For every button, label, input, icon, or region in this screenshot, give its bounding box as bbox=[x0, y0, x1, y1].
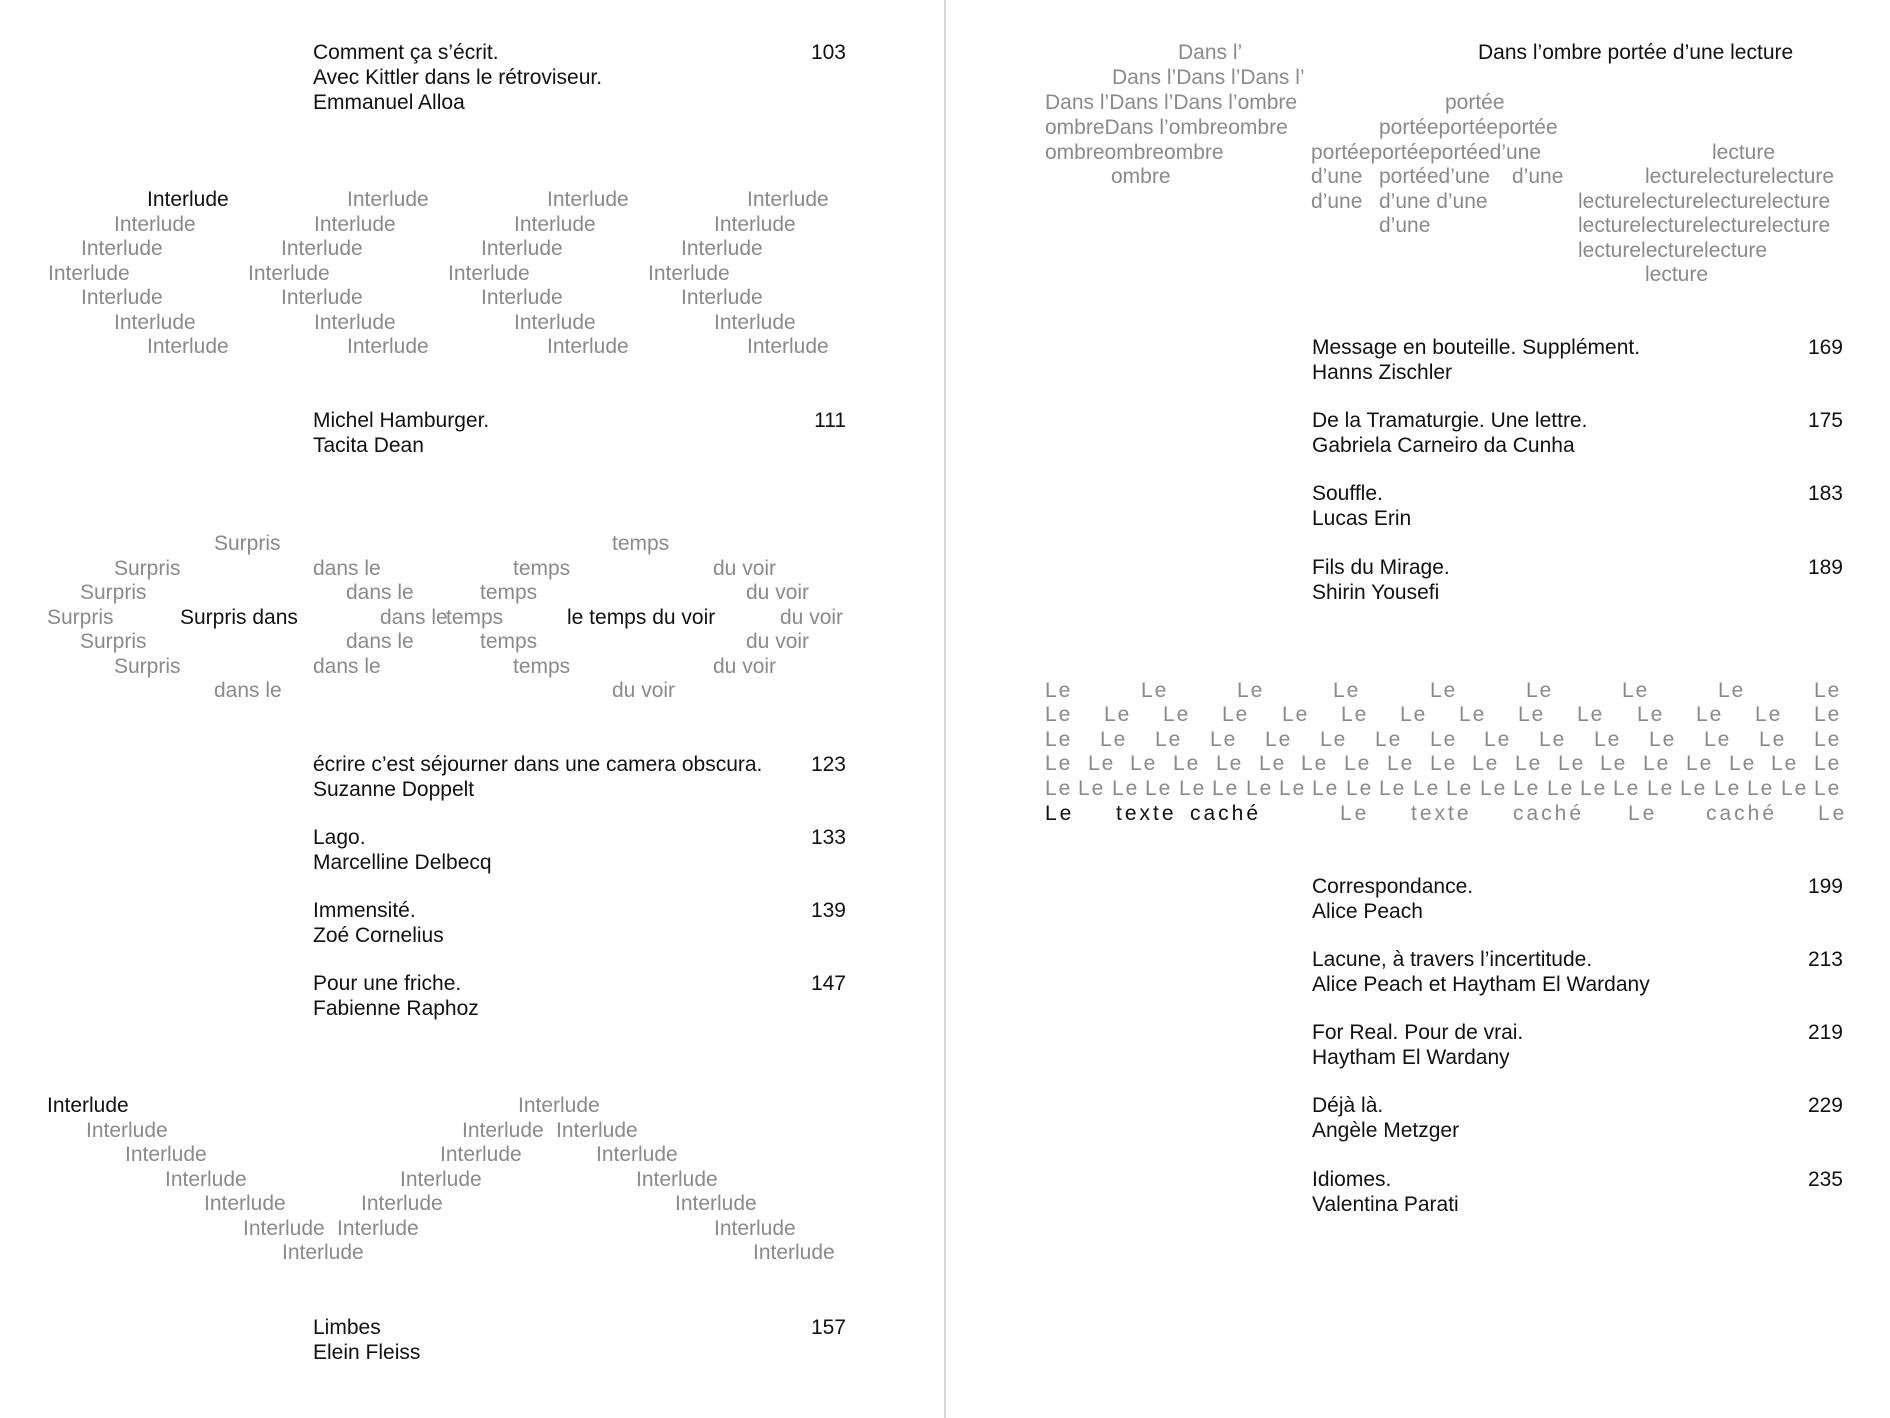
pattern-word: Interlude bbox=[547, 335, 629, 358]
pattern-word: Le bbox=[1814, 728, 1842, 751]
pattern-line: portéeportéeportéed’une bbox=[1311, 141, 1542, 164]
toc-title: Lago. bbox=[313, 826, 366, 849]
toc-title: For Real. Pour de vrai. bbox=[1312, 1021, 1524, 1044]
pattern-line: d’une bbox=[1512, 165, 1564, 188]
pattern-word: dans le bbox=[214, 679, 282, 702]
toc-page-number: 147 bbox=[810, 972, 846, 995]
toc-page-number: 133 bbox=[810, 826, 846, 849]
pattern-word: Le bbox=[1104, 703, 1132, 726]
pattern-word: Le bbox=[1282, 703, 1310, 726]
pattern-word: du voir bbox=[746, 630, 810, 653]
toc-title: Message en bouteille. Supplément. bbox=[1312, 336, 1641, 359]
pattern-word: Le bbox=[1613, 777, 1641, 800]
pattern-word: du voir bbox=[713, 557, 777, 580]
toc-title: Souffle. bbox=[1312, 482, 1383, 505]
pattern-word: Le bbox=[1413, 777, 1441, 800]
pattern-word: Interlude bbox=[514, 213, 596, 236]
pattern-line: Dans l’Dans l’Dans l’ombre bbox=[1045, 91, 1298, 114]
pattern-word: Le bbox=[1045, 703, 1073, 726]
pattern-word: Le bbox=[1301, 752, 1329, 775]
pattern-word: Le bbox=[1649, 728, 1677, 751]
pattern-word: Interlude bbox=[481, 237, 563, 260]
pattern-word: Interlude bbox=[681, 286, 763, 309]
pattern-line: Dans l’Dans l’Dans l’ bbox=[1112, 66, 1305, 89]
pattern-word: Le bbox=[1210, 728, 1238, 751]
pattern-word: Le bbox=[1100, 728, 1128, 751]
pattern-word: Le bbox=[1622, 679, 1650, 702]
toc-page-number: 199 bbox=[1807, 875, 1843, 898]
pattern-word: Le bbox=[1212, 777, 1240, 800]
toc-page-number: 169 bbox=[1807, 336, 1843, 359]
toc-author: Marcelline Delbecq bbox=[313, 851, 492, 874]
toc-title: Lacune, à travers l’incertitude. bbox=[1312, 948, 1593, 971]
pattern-line: ombreDans l’ombreombre bbox=[1045, 116, 1288, 139]
pattern-word: Interlude bbox=[518, 1094, 600, 1117]
toc-title: Comment ça s’écrit. bbox=[313, 41, 499, 64]
pattern-word: Interlude bbox=[147, 188, 229, 211]
pattern-word: Le bbox=[1539, 728, 1567, 751]
pattern-word: Le bbox=[1045, 777, 1073, 800]
pattern-word: le temps du voir bbox=[567, 606, 716, 629]
pattern-word: caché bbox=[1190, 802, 1262, 825]
pattern-word: Le bbox=[1814, 703, 1842, 726]
pattern-word: Le bbox=[1379, 777, 1407, 800]
pattern-word: Interlude bbox=[47, 1094, 129, 1117]
pattern-word: dans le bbox=[313, 655, 381, 678]
pattern-word: Interlude bbox=[753, 1241, 835, 1264]
toc-author: Angèle Metzger bbox=[1312, 1119, 1460, 1142]
pattern-word: texte bbox=[1411, 802, 1472, 825]
pattern-word: Le bbox=[1141, 679, 1169, 702]
pattern-word: Interlude bbox=[556, 1119, 638, 1142]
toc-author: Alice Peach bbox=[1312, 900, 1423, 923]
toc-page-number: 139 bbox=[810, 899, 846, 922]
pattern-word: Interlude bbox=[114, 311, 196, 334]
pattern-word: Interlude bbox=[648, 262, 730, 285]
pattern-word: Le bbox=[1594, 728, 1622, 751]
pattern-word: Le bbox=[1526, 679, 1554, 702]
pattern-word: Interlude bbox=[681, 237, 763, 260]
pattern-word: Le bbox=[1222, 703, 1250, 726]
pattern-word: Le bbox=[1643, 752, 1671, 775]
pattern-word: Interlude bbox=[714, 311, 796, 334]
pattern-word: Interlude bbox=[81, 286, 163, 309]
pattern-line: ombreombreombre bbox=[1045, 141, 1224, 164]
pattern-word: Le bbox=[1265, 728, 1293, 751]
pattern-line: portéeportéeportée bbox=[1379, 116, 1558, 139]
pattern-word: Interlude bbox=[114, 213, 196, 236]
pattern-word: Interlude bbox=[547, 188, 629, 211]
pattern-word: Interlude bbox=[347, 335, 429, 358]
pattern-word: Le bbox=[1216, 752, 1244, 775]
pattern-line: portée bbox=[1445, 91, 1505, 114]
pattern-line: d’une bbox=[1311, 165, 1363, 188]
toc-page-number: 219 bbox=[1807, 1021, 1843, 1044]
pattern-word: Le bbox=[1628, 802, 1658, 825]
pattern-word: Interlude bbox=[347, 188, 429, 211]
pattern-word: Surpris bbox=[47, 606, 114, 629]
pattern-word: Interlude bbox=[48, 262, 130, 285]
pattern-word: Le bbox=[1814, 679, 1842, 702]
pattern-word: Le bbox=[1729, 752, 1757, 775]
pattern-line: lecturelecturelecturelecture bbox=[1578, 190, 1831, 213]
pattern-word: Le bbox=[1341, 703, 1369, 726]
pattern-line: ombre bbox=[1111, 165, 1171, 188]
pattern-word: du voir bbox=[746, 581, 810, 604]
pattern-word: Interlude bbox=[147, 335, 229, 358]
toc-author: Valentina Parati bbox=[1312, 1193, 1459, 1216]
pattern-word: Interlude bbox=[481, 286, 563, 309]
toc-page-number: 189 bbox=[1807, 556, 1843, 579]
toc-title: De la Tramaturgie. Une lettre. bbox=[1312, 409, 1588, 432]
toc-title: Immensité. bbox=[313, 899, 416, 922]
pattern-word: Le bbox=[1480, 777, 1508, 800]
pattern-word: Interlude bbox=[400, 1168, 482, 1191]
pattern-word: du voir bbox=[713, 655, 777, 678]
pattern-word: Le bbox=[1515, 752, 1543, 775]
pattern-word: Le bbox=[1112, 777, 1140, 800]
pattern-word: Le bbox=[1771, 752, 1799, 775]
pattern-word: Interlude bbox=[281, 286, 363, 309]
toc-author: Fabienne Raphoz bbox=[313, 997, 479, 1020]
pattern-word: Le bbox=[1130, 752, 1158, 775]
pattern-word: Le bbox=[1430, 728, 1458, 751]
pattern-word: Le bbox=[1387, 752, 1415, 775]
pattern-word: Interlude bbox=[281, 237, 363, 260]
page-gutter bbox=[944, 0, 946, 1418]
pattern-word: Le bbox=[1312, 777, 1340, 800]
toc-author: Zoé Cornelius bbox=[313, 924, 444, 947]
pattern-word: Le bbox=[1259, 752, 1287, 775]
pattern-word: Interlude bbox=[314, 311, 396, 334]
pattern-word: dans le bbox=[346, 630, 414, 653]
toc-title: Déjà là. bbox=[1312, 1094, 1384, 1117]
pattern-line: lecturelecturelecture bbox=[1578, 239, 1768, 262]
pattern-word: Interlude bbox=[81, 237, 163, 260]
pattern-word: Le bbox=[1472, 752, 1500, 775]
toc-page-number: 111 bbox=[814, 409, 846, 432]
pattern-word: Le bbox=[1755, 703, 1783, 726]
pattern-word: Le bbox=[1718, 679, 1746, 702]
pattern-word: Interlude bbox=[204, 1192, 286, 1215]
toc-page-number: 229 bbox=[1807, 1094, 1843, 1117]
pattern-word: Le bbox=[1045, 679, 1073, 702]
toc-author: Alice Peach et Haytham El Wardany bbox=[1312, 973, 1650, 996]
toc-author: Emmanuel Alloa bbox=[313, 91, 465, 114]
pattern-word: Interlude bbox=[361, 1192, 443, 1215]
pattern-word: Le bbox=[1375, 728, 1403, 751]
toc-page-number: 235 bbox=[1807, 1168, 1843, 1191]
section-title: Dans l’ombre portée d’une lecture bbox=[1478, 41, 1794, 64]
pattern-word: Le bbox=[1484, 728, 1512, 751]
pattern-word: Le bbox=[1088, 752, 1116, 775]
pattern-word: Le bbox=[1400, 703, 1428, 726]
toc-author: Haytham El Wardany bbox=[1312, 1046, 1510, 1069]
pattern-word: Le bbox=[1344, 752, 1372, 775]
pattern-word: du voir bbox=[612, 679, 676, 702]
pattern-line: d’une d’une bbox=[1379, 190, 1488, 213]
pattern-word: Le bbox=[1518, 703, 1546, 726]
toc-page-number: 175 bbox=[1807, 409, 1843, 432]
pattern-word: Le bbox=[1045, 802, 1075, 825]
pattern-word: Le bbox=[1173, 752, 1201, 775]
pattern-word: Le bbox=[1781, 777, 1809, 800]
pattern-line: lecture bbox=[1712, 141, 1776, 164]
pattern-word: Le bbox=[1714, 777, 1742, 800]
pattern-word: Le bbox=[1459, 703, 1487, 726]
pattern-word: Surpris bbox=[80, 630, 147, 653]
pattern-word: Le bbox=[1580, 777, 1608, 800]
pattern-word: Interlude bbox=[440, 1143, 522, 1166]
pattern-word: Le bbox=[1547, 777, 1575, 800]
pattern-word: Le bbox=[1320, 728, 1348, 751]
pattern-word: dans le bbox=[380, 606, 448, 629]
pattern-word: Le bbox=[1078, 777, 1106, 800]
pattern-word: Le bbox=[1163, 703, 1191, 726]
pattern-word: temps bbox=[513, 557, 571, 580]
pattern-word: Interlude bbox=[714, 213, 796, 236]
pattern-word: Le bbox=[1237, 679, 1265, 702]
pattern-word: Interlude bbox=[337, 1217, 419, 1240]
pattern-word: Le bbox=[1814, 752, 1842, 775]
pattern-word: du voir bbox=[780, 606, 844, 629]
toc-title: Michel Hamburger. bbox=[313, 409, 490, 432]
pattern-word: Le bbox=[1246, 777, 1274, 800]
pattern-word: Le bbox=[1279, 777, 1307, 800]
pattern-line: portéed’une bbox=[1379, 165, 1490, 188]
pattern-line: lecture bbox=[1645, 263, 1709, 286]
pattern-word: Interlude bbox=[86, 1119, 168, 1142]
pattern-word: Surpris bbox=[114, 655, 181, 678]
pattern-word: Le bbox=[1759, 728, 1787, 751]
pattern-line: d’une bbox=[1311, 190, 1363, 213]
pattern-word: Le bbox=[1600, 752, 1628, 775]
pattern-word: Le bbox=[1430, 679, 1458, 702]
pattern-word: dans le bbox=[346, 581, 414, 604]
pattern-word: Le bbox=[1155, 728, 1183, 751]
pattern-word: Interlude bbox=[514, 311, 596, 334]
pattern-word: Le bbox=[1179, 777, 1207, 800]
pattern-word: Interlude bbox=[314, 213, 396, 236]
toc-title: Limbes bbox=[313, 1316, 381, 1339]
toc-author: Shirin Yousefi bbox=[1312, 581, 1440, 604]
toc-author: Hanns Zischler bbox=[1312, 361, 1453, 384]
pattern-word: Le bbox=[1647, 777, 1675, 800]
pattern-word: temps bbox=[446, 606, 504, 629]
pattern-word: Interlude bbox=[747, 335, 829, 358]
pattern-word: Surpris bbox=[80, 581, 147, 604]
pattern-line: lecturelecturelecture bbox=[1645, 165, 1835, 188]
toc-author: Gabriela Carneiro da Cunha bbox=[1312, 434, 1575, 457]
pattern-word: Le bbox=[1513, 777, 1541, 800]
pattern-word: Le bbox=[1558, 752, 1586, 775]
pattern-word: temps bbox=[480, 630, 538, 653]
pattern-word: Le bbox=[1747, 777, 1775, 800]
pattern-word: texte bbox=[1116, 802, 1177, 825]
pattern-word: caché bbox=[1706, 802, 1778, 825]
pattern-word: Interlude bbox=[596, 1143, 678, 1166]
toc-page-number: 213 bbox=[1807, 948, 1843, 971]
toc-title: Idiomes. bbox=[1312, 1168, 1392, 1191]
pattern-word: temps bbox=[513, 655, 571, 678]
pattern-word: Le bbox=[1696, 703, 1724, 726]
toc-author: Lucas Erin bbox=[1312, 507, 1412, 530]
pattern-word: temps bbox=[612, 532, 670, 555]
pattern-word: Interlude bbox=[462, 1119, 544, 1142]
pattern-word: Interlude bbox=[675, 1192, 757, 1215]
pattern-line: d’une bbox=[1379, 214, 1431, 237]
pattern-word: Le bbox=[1818, 802, 1848, 825]
pattern-word: Le bbox=[1045, 752, 1073, 775]
toc-page-number: 123 bbox=[810, 753, 846, 776]
toc-title: écrire c’est séjourner dans une camera obscura. bbox=[313, 753, 763, 776]
pattern-word: Le bbox=[1814, 777, 1842, 800]
pattern-word: Le bbox=[1680, 777, 1708, 800]
toc-page-number: 103 bbox=[810, 41, 846, 64]
pattern-word: Le bbox=[1430, 752, 1458, 775]
pattern-word: Surpris dans bbox=[180, 606, 298, 629]
pattern-word: Le bbox=[1704, 728, 1732, 751]
pattern-word: Le bbox=[1446, 777, 1474, 800]
pattern-word: caché bbox=[1513, 802, 1585, 825]
pattern-word: Interlude bbox=[636, 1168, 718, 1191]
pattern-word: Le bbox=[1145, 777, 1173, 800]
pattern-word: Interlude bbox=[448, 262, 530, 285]
pattern-word: Interlude bbox=[165, 1168, 247, 1191]
pattern-word: Le bbox=[1577, 703, 1605, 726]
pattern-word: Le bbox=[1340, 802, 1370, 825]
toc-author: Elein Fleiss bbox=[313, 1341, 421, 1364]
toc-title: Pour une friche. bbox=[313, 972, 462, 995]
pattern-word: Le bbox=[1686, 752, 1714, 775]
toc-author: Tacita Dean bbox=[313, 434, 424, 457]
pattern-word: Interlude bbox=[714, 1217, 796, 1240]
toc-page-number: 183 bbox=[1807, 482, 1843, 505]
pattern-word: dans le bbox=[313, 557, 381, 580]
pattern-word: Interlude bbox=[125, 1143, 207, 1166]
pattern-word: Surpris bbox=[214, 532, 281, 555]
toc-page-number: 157 bbox=[810, 1316, 846, 1339]
pattern-line: Dans l’ bbox=[1178, 41, 1243, 64]
pattern-word: Interlude bbox=[282, 1241, 364, 1264]
pattern-word: Le bbox=[1637, 703, 1665, 726]
pattern-word: Interlude bbox=[248, 262, 330, 285]
pattern-word: Le bbox=[1346, 777, 1374, 800]
pattern-word: Interlude bbox=[243, 1217, 325, 1240]
toc-title: Correspondance. bbox=[1312, 875, 1474, 898]
pattern-line: lecturelecturelecturelecture bbox=[1578, 214, 1831, 237]
toc-author: Suzanne Doppelt bbox=[313, 778, 475, 801]
toc-subtitle: Avec Kittler dans le rétroviseur. bbox=[313, 66, 603, 89]
pattern-word: Le bbox=[1045, 728, 1073, 751]
pattern-word: Surpris bbox=[114, 557, 181, 580]
toc-title: Fils du Mirage. bbox=[1312, 556, 1450, 579]
pattern-word: Interlude bbox=[747, 188, 829, 211]
pattern-word: temps bbox=[480, 581, 538, 604]
pattern-word: Le bbox=[1333, 679, 1361, 702]
